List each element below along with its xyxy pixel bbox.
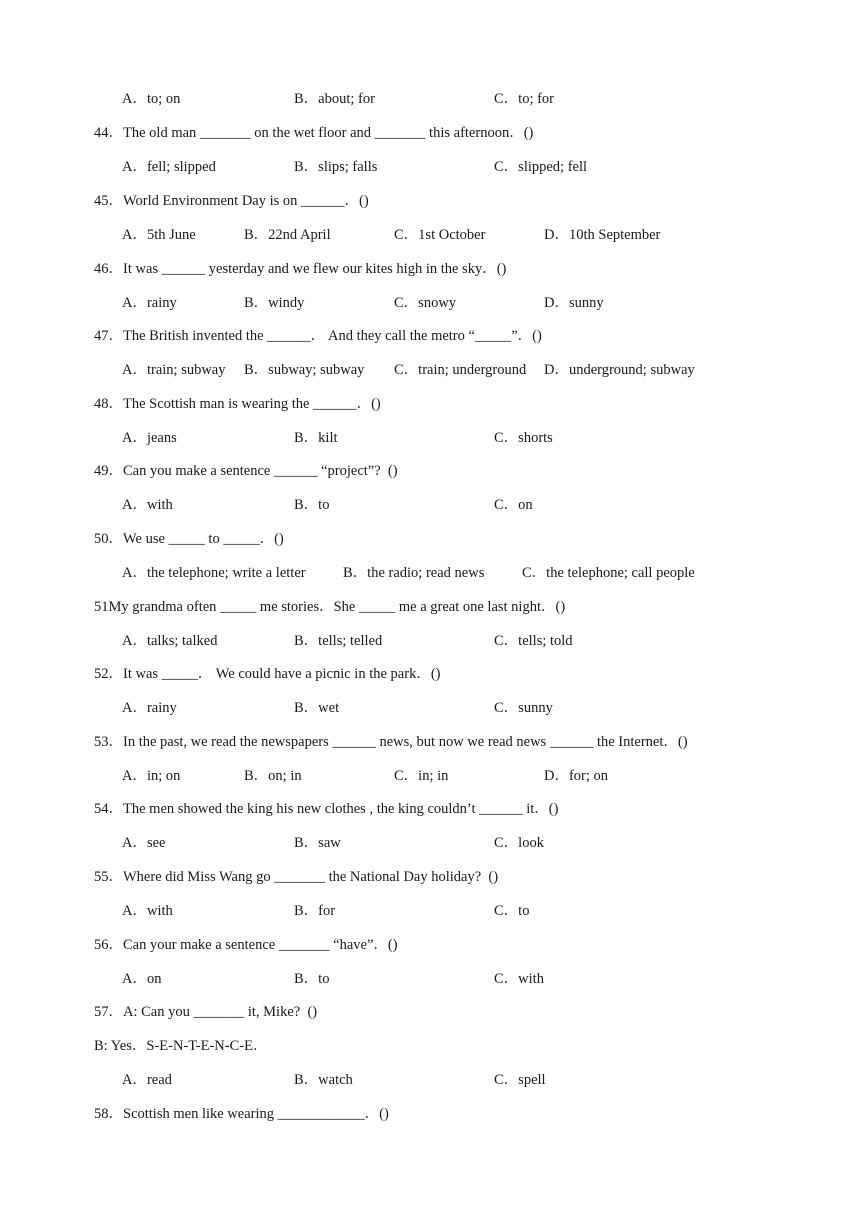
question-stem: 54．The men showed the king his new clothes , the king couldn’t ______ it．() xyxy=(94,801,559,817)
answer-option: D．sunny xyxy=(544,295,604,311)
answer-option: A．on xyxy=(122,971,162,987)
answer-option: C．tells; told xyxy=(494,633,573,649)
answer-option: D．underground; subway xyxy=(544,362,695,378)
question-stem: 56．Can your make a sentence _______ “have”．() xyxy=(94,937,398,953)
answer-option: B．about; for xyxy=(294,91,375,107)
answer-option: B．watch xyxy=(294,1072,353,1088)
answer-option: A．rainy xyxy=(122,295,177,311)
answer-option: B．the radio; read news xyxy=(343,565,485,581)
answer-option: C．shorts xyxy=(494,430,553,446)
answer-option: A．train; subway xyxy=(122,362,226,378)
answer-option: A．to; on xyxy=(122,91,181,107)
question-stem: 55．Where did Miss Wang go _______ the National Day holiday? () xyxy=(94,869,499,885)
answer-option: C．sunny xyxy=(494,700,553,716)
answer-option: B．saw xyxy=(294,835,341,851)
answer-option: A．read xyxy=(122,1072,172,1088)
answer-option: A．talks; talked xyxy=(122,633,218,649)
answer-option: A．with xyxy=(122,497,173,513)
answer-option: A．5th June xyxy=(122,227,196,243)
answer-option: C．with xyxy=(494,971,544,987)
question-stem: 57．A: Can you _______ it, Mike? () xyxy=(94,1004,318,1020)
question-stem: B: Yes．S-E-N-T-E-N-C-E． xyxy=(94,1038,268,1054)
question-stem: 46．It was ______ yesterday and we flew our kites high in the sky．() xyxy=(94,261,507,277)
answer-option: C．on xyxy=(494,497,533,513)
answer-option: B．22nd April xyxy=(244,227,331,243)
question-stem: 49．Can you make a sentence ______ “project”? () xyxy=(94,463,398,479)
answer-option: A．jeans xyxy=(122,430,177,446)
answer-option: B．slips; falls xyxy=(294,159,378,175)
question-stem: 45．World Environment Day is on ______．() xyxy=(94,193,369,209)
answer-option: C．1st October xyxy=(394,227,486,243)
answer-option: C．slipped; fell xyxy=(494,159,588,175)
question-stem: 47．The British invented the ______． And they call the metro “_____”．() xyxy=(94,328,542,344)
answer-option: B．to xyxy=(294,497,330,513)
question-stem: 52．It was _____． We could have a picnic in the park．() xyxy=(94,666,441,682)
question-stem: 50．We use _____ to _____．() xyxy=(94,531,284,547)
answer-option: B．tells; telled xyxy=(294,633,383,649)
answer-option: B．subway; subway xyxy=(244,362,365,378)
question-stem: 48．The Scottish man is wearing the ______．() xyxy=(94,396,381,412)
answer-option: B．kilt xyxy=(294,430,338,446)
answer-option: A．in; on xyxy=(122,768,181,784)
answer-option: B．wet xyxy=(294,700,340,716)
question-stem: 53．In the past, we read the newspapers ______ news, but now we read news ______ the Internet．() xyxy=(94,734,688,750)
answer-option: C．look xyxy=(494,835,544,851)
question-stem: 58．Scottish men like wearing ____________．() xyxy=(94,1106,389,1122)
answer-option: A．see xyxy=(122,835,166,851)
answer-option: D．for; on xyxy=(544,768,609,784)
answer-option: C．spell xyxy=(494,1072,546,1088)
answer-option: A．rainy xyxy=(122,700,177,716)
answer-option: B．windy xyxy=(244,295,305,311)
answer-option: A．with xyxy=(122,903,173,919)
question-stem: 51My grandma often _____ me stories．She _____ me a great one last night．() xyxy=(94,599,566,615)
answer-option: C．to; for xyxy=(494,91,555,107)
answer-option: C．snowy xyxy=(394,295,457,311)
answer-option: C．train; underground xyxy=(394,362,527,378)
answer-option: C．in; in xyxy=(394,768,449,784)
answer-option: A．fell; slipped xyxy=(122,159,216,175)
answer-option: C．to xyxy=(494,903,530,919)
answer-option: A．the telephone; write a letter xyxy=(122,565,306,581)
answer-option: B．on; in xyxy=(244,768,302,784)
answer-option: B．to xyxy=(294,971,330,987)
answer-option: C．the telephone; call people xyxy=(522,565,695,581)
answer-option: B．for xyxy=(294,903,336,919)
question-stem: 44．The old man _______ on the wet floor and _______ this afternoon．() xyxy=(94,125,534,141)
answer-option: D．10th September xyxy=(544,227,661,243)
